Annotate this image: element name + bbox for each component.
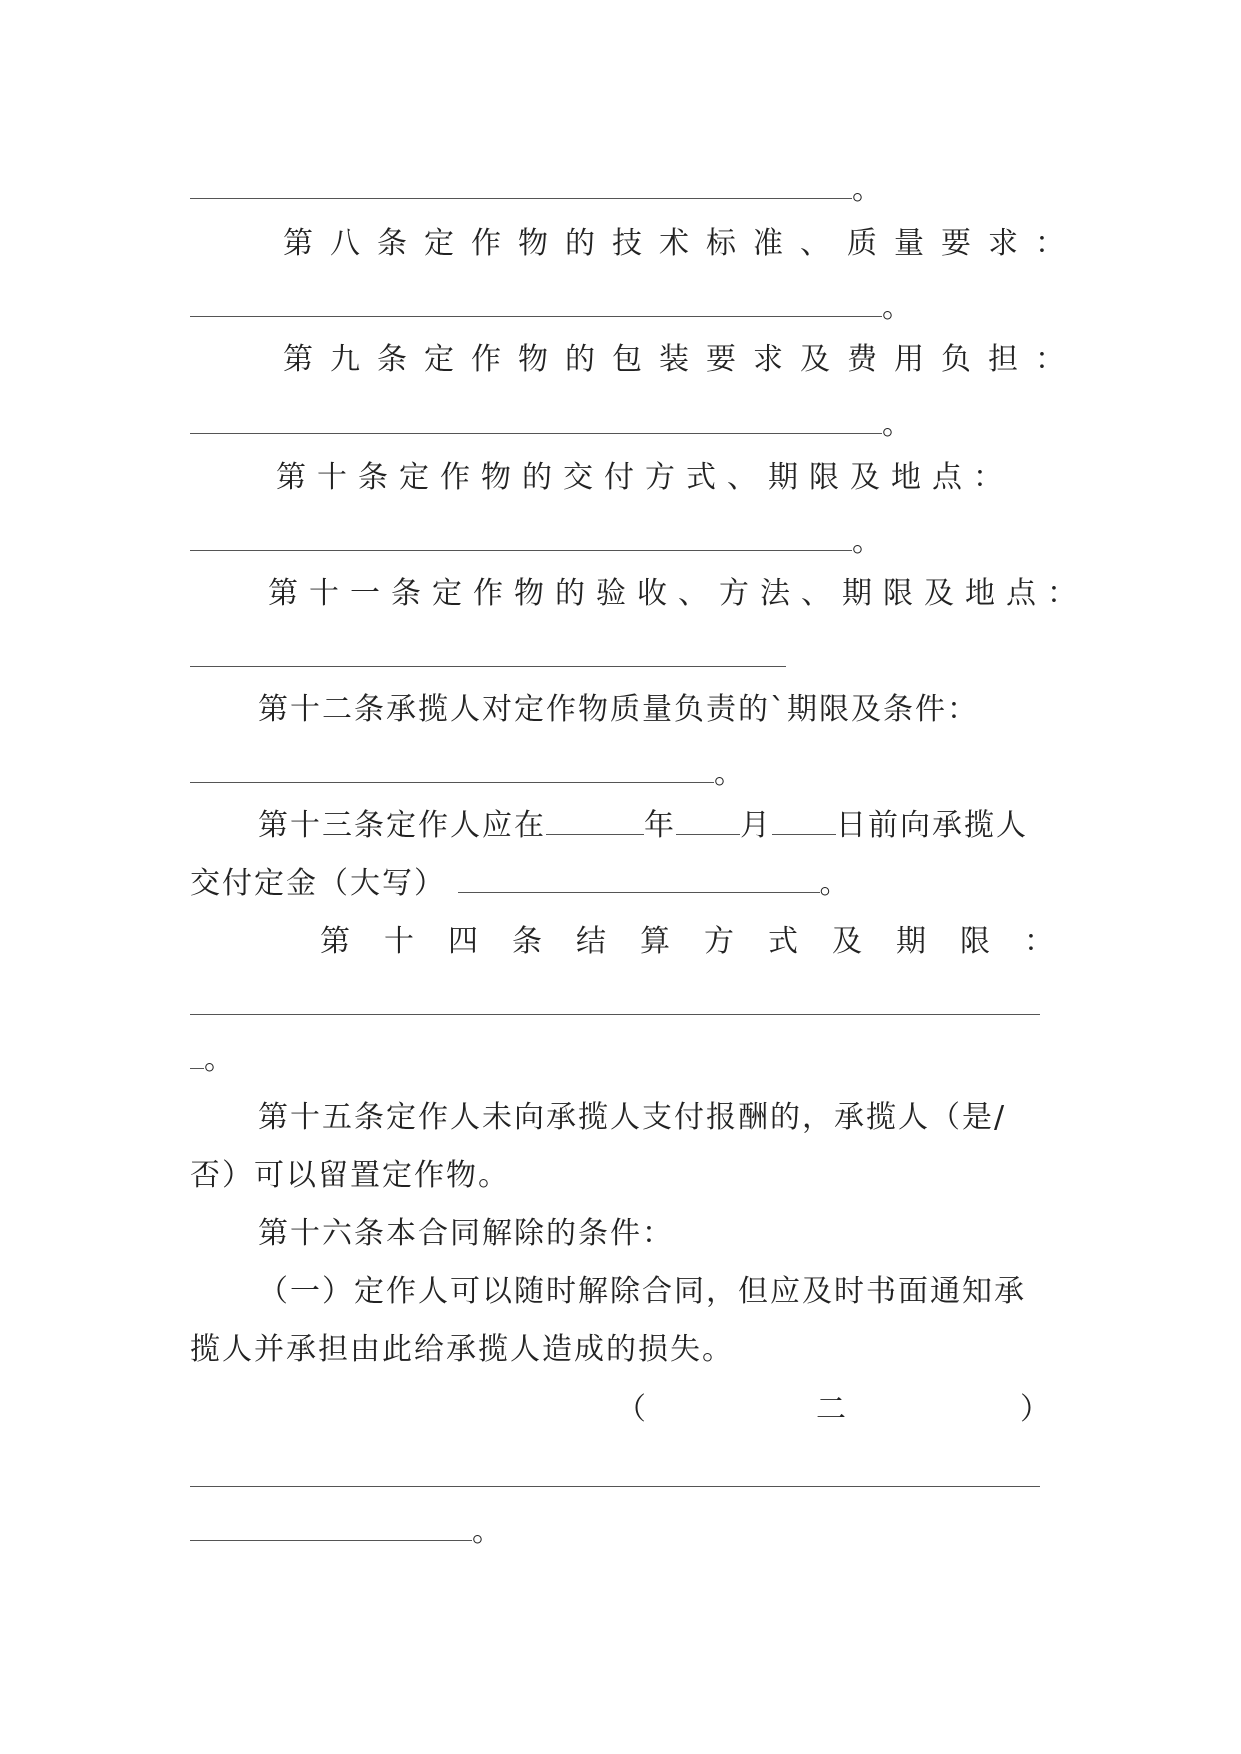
article-13-deposit: 交付定金（大写） 。 (190, 866, 852, 901)
blank-line: 。 (190, 1040, 234, 1080)
blank-line (190, 1458, 1040, 1498)
blank-line (190, 986, 1040, 1026)
blank-line (190, 638, 786, 678)
article-16: 第十六条本合同解除的条件： (258, 1216, 674, 1251)
clause-2-number: 二 (816, 1392, 846, 1427)
clause-2-open-paren: （ (616, 1392, 646, 1427)
blank-line: 。 (190, 405, 912, 445)
article-8: 第八条定作物的技术标准、质量要求： (283, 226, 1082, 261)
article-11: 第十一条定作物的验收、方法、期限及地点： (268, 576, 1088, 611)
article-15-cont: 否）可以留置定作物。 (190, 1158, 510, 1193)
article-16-clause-1: （一）定作人可以随时解除合同，但应及时书面通知承 (258, 1274, 1026, 1309)
blank-line: 。 (190, 170, 882, 210)
clause-2-close-paren: ） (1020, 1392, 1050, 1427)
article-13: 第十三条定作人应在 年 月 日前向承揽人 (258, 808, 1028, 843)
article-15: 第十五条定作人未向承揽人支付报酬的，承揽人（是/ (258, 1100, 1007, 1135)
article-9: 第九条定作物的包装要求及费用负担： (283, 342, 1082, 377)
blank-line: 。 (190, 1512, 502, 1552)
article-12: 第十二条承揽人对定作物质量负责的`期限及条件： (258, 692, 979, 727)
blank-line: 。 (190, 522, 882, 562)
article-14: 第十四条结算方式及期限： (320, 924, 1088, 959)
blank-line: 。 (190, 754, 744, 794)
article-10: 第十条定作物的交付方式、期限及地点： (276, 460, 1014, 495)
blank-line: 。 (190, 288, 912, 328)
article-16-clause-1-cont: 揽人并承担由此给承揽人造成的损失。 (190, 1332, 734, 1367)
